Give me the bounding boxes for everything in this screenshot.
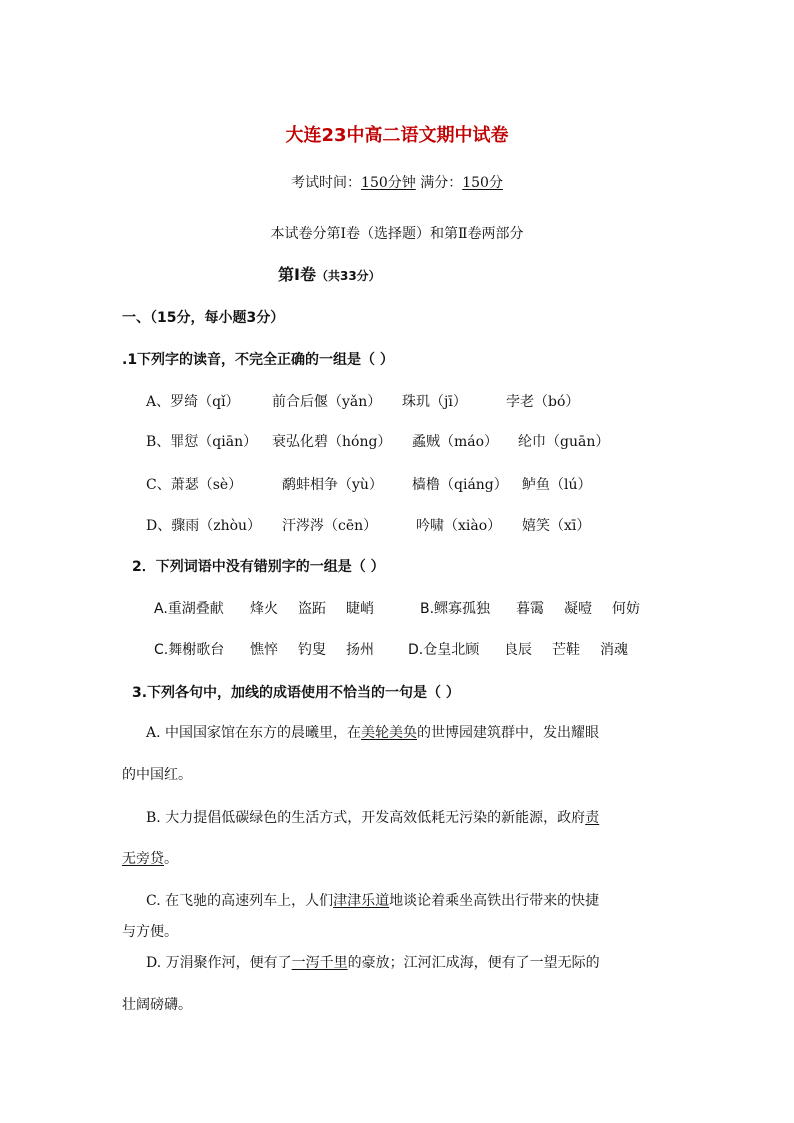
- q3-stem: 3.下列各句中，加线的成语使用不恰当的一句是（ ）: [132, 685, 460, 701]
- q1-a-item: 珠玑（jī）: [402, 394, 467, 410]
- q1-c-item: 鲈鱼（lú）: [522, 477, 592, 493]
- section-heading: 一、（15分，每小题3分）: [122, 310, 285, 326]
- q3-option-d-line2: 壮阔磅礴。: [122, 997, 192, 1013]
- q2-option-item: C.舞榭歌台: [154, 642, 225, 658]
- q3-option-a-line2: 的中国红。: [122, 767, 192, 783]
- q1-option-c: [146, 476, 592, 494]
- volume-note: （共33分）: [315, 269, 381, 283]
- q2-row-1: [154, 600, 640, 618]
- q1-b-item: 衰弘化碧（hóng）: [272, 434, 392, 450]
- q2-option-item: D.仓皇北顾: [408, 642, 480, 658]
- q2-option-item: B.鳏寡孤独: [420, 601, 491, 617]
- q3-option-b-line1: [146, 809, 599, 827]
- score-label: 满分：: [415, 175, 463, 191]
- q3-a-text: A. 中国国家馆在东方的晨曦里，在: [146, 725, 362, 741]
- q1-a-item: 孛老（bó）: [506, 394, 580, 410]
- structure-note: 本试卷分第Ⅰ卷（选择题）和第Ⅱ卷两部分: [270, 226, 524, 242]
- q2-option-item: 芒鞋: [552, 642, 580, 658]
- q1-c-item: 樯橹（qiáng）: [412, 477, 508, 493]
- q1-c-item: C、萧瑟（sè）: [146, 477, 243, 493]
- q3-option-c-line1: [146, 892, 599, 910]
- q2-option-item: 睫峭: [346, 601, 374, 617]
- q1-b-item: B、罪愆（qiān）: [146, 434, 258, 450]
- q3-b-text: B. 大力提倡低碳绿色的生活方式，开发高效低耗无污染的新能源，政府: [146, 810, 586, 826]
- q2-option-item: 消魂: [600, 642, 628, 658]
- q2-option-item: 扬州: [346, 642, 374, 658]
- q3-option-a-line1: [146, 724, 599, 742]
- q3-a-text: 的世博园建筑群中，发出耀眼: [417, 725, 600, 741]
- q3-c-idiom: 津津乐道: [333, 893, 390, 909]
- volume-heading: [278, 266, 381, 285]
- q3-b-text: 。: [164, 851, 178, 867]
- q1-d-item: D、骤雨（zhòu）: [146, 518, 262, 534]
- q1-b-item: 纶巾（guān）: [518, 434, 610, 450]
- q1-a-item: 前合后偃（yǎn）: [272, 394, 382, 410]
- q2-option-item: 憔悴: [250, 642, 278, 658]
- q3-d-idiom: 一泻千里: [291, 955, 348, 971]
- q1-d-item: 嬉笑（xī）: [522, 518, 591, 534]
- q3-option-d-line1: [146, 954, 600, 972]
- volume-label: 第Ⅰ卷: [278, 265, 316, 284]
- q2-stem: 2．下列词语中没有错别字的一组是（ ）: [132, 559, 385, 575]
- time-label: 考试时间：: [291, 175, 362, 191]
- q3-a-idiom: 美轮美奂: [361, 725, 418, 741]
- q2-option-item: 暮霭: [516, 601, 544, 617]
- q2-option-item: A.重湖叠献: [154, 601, 224, 617]
- exam-info: [0, 174, 794, 192]
- time-value: 150分钟: [361, 175, 416, 191]
- q3-d-text: 的豪放；江河汇成海，便有了一望无际的: [347, 955, 600, 971]
- q1-option-d: [146, 517, 590, 535]
- q1-option-b: [146, 433, 609, 451]
- q1-a-item: A、罗绮（qǐ）: [146, 394, 240, 410]
- q3-option-b-line2: [122, 850, 178, 868]
- q3-c-text: C. 在飞驰的高速列车上，人们: [146, 893, 334, 909]
- q1-d-item: 汗涔涔（cēn）: [282, 518, 378, 534]
- q2-row-2: [154, 641, 628, 659]
- q2-option-item: 烽火: [250, 601, 278, 617]
- q2-option-item: 良辰: [504, 642, 532, 658]
- q1-d-item: 吟啸（xiào）: [416, 518, 502, 534]
- q3-b-idiom: 责: [585, 810, 600, 826]
- exam-title: 大连23中高二语文期中试卷: [285, 125, 509, 146]
- q2-option-item: 钓叟: [298, 642, 326, 658]
- q3-c-text: 地谈论着乘坐高铁出行带来的快捷: [389, 893, 600, 909]
- q3-option-c-line2: 与方便。: [122, 924, 178, 940]
- q1-c-item: 鹬蚌相争（yù）: [282, 477, 383, 493]
- q2-option-item: 盗跖: [298, 601, 326, 617]
- q2-option-item: 凝噎: [564, 601, 592, 617]
- q1-b-item: 蟊贼（máo）: [412, 434, 499, 450]
- score-value: 150分: [462, 175, 503, 191]
- q3-b-idiom: 无旁贷: [122, 851, 164, 867]
- q1-stem: .1下列字的读音，不完全正确的一组是（ ）: [122, 352, 394, 368]
- q3-d-text: D. 万涓聚作河，便有了: [146, 955, 292, 971]
- q1-option-a: [146, 393, 579, 411]
- q2-option-item: 何妨: [612, 601, 640, 617]
